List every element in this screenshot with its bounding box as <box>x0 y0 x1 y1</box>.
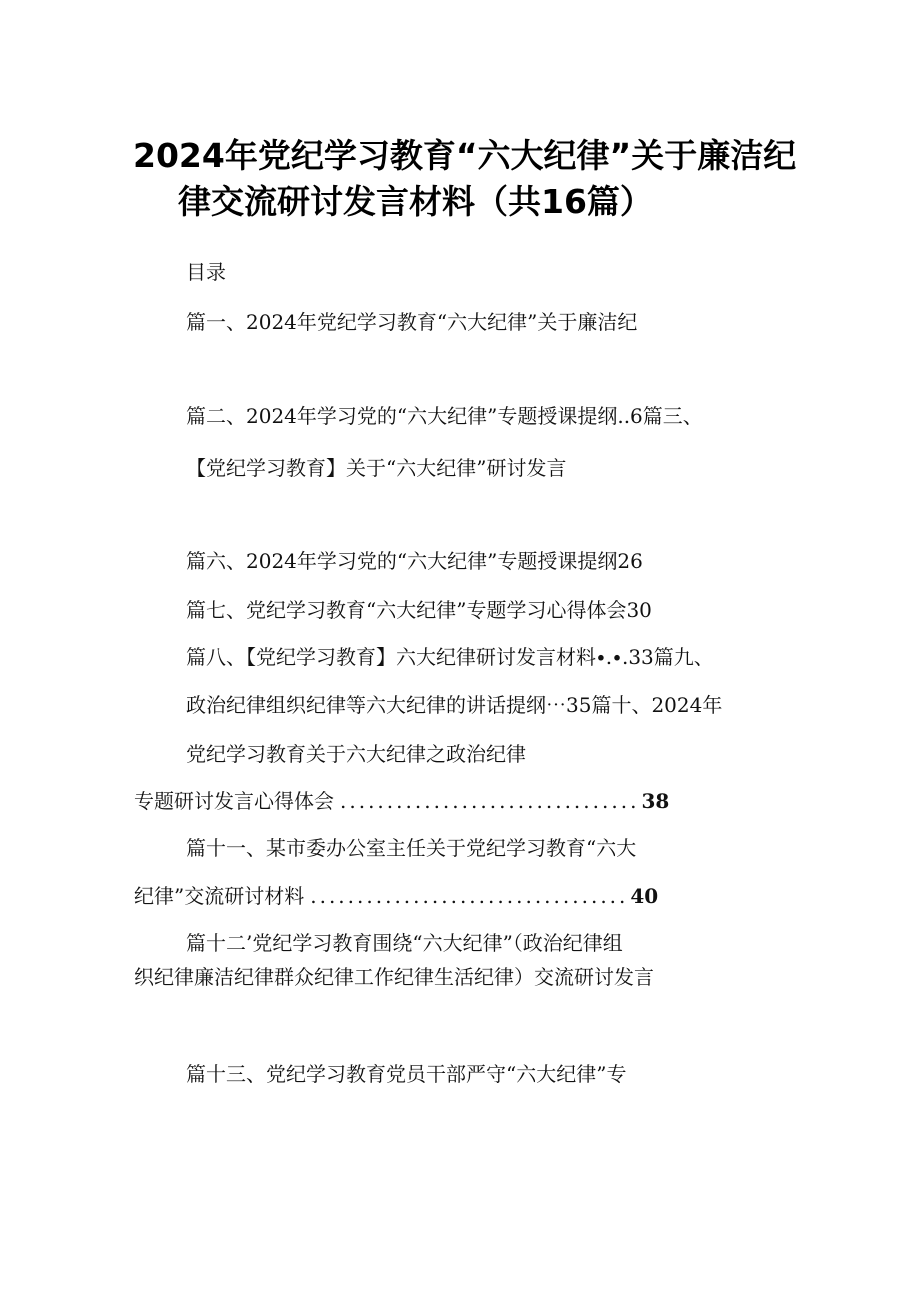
toc-entry-2[interactable]: 篇二、2024年学习党的“六大纪律”专题授课提纲..6篇三、 <box>186 404 703 428</box>
document-title-line-2: 律交流研讨发言材料（共16篇） <box>178 182 653 221</box>
toc-entry-8[interactable]: 篇八、【党纪学习教育】六大纪律研讨发言材料∙.∙.33篇九、 <box>186 645 714 669</box>
toc-entry-1[interactable]: 篇一、2024年党纪学习教育“六大纪律”关于廉洁纪 <box>186 310 638 334</box>
toc-entry-12-line-2[interactable]: 织纪律廉洁纪律群众纪律工作纪律生活纪律）交流研讨发言 <box>134 965 654 989</box>
toc-entry-11-line-2[interactable] <box>134 880 658 909</box>
toc-entry-10-line-2[interactable] <box>134 785 669 814</box>
toc-entry-12-line-1[interactable]: 篇十二’党纪学习教育围绕“六大纪律”（政治纪律组 <box>186 931 623 955</box>
toc-entry-13[interactable]: 篇十三、党纪学习教育党员干部严守“六大纪律”专 <box>186 1062 627 1086</box>
toc-entry-3[interactable]: 【党纪学习教育】关于“六大纪律”研讨发言 <box>186 456 567 480</box>
toc-entry-text: 专题研讨发言心得体会 <box>134 789 334 813</box>
toc-heading: 目录 <box>186 260 226 284</box>
toc-entry-6[interactable]: 篇六、2024年学习党的“六大纪律”专题授课提纲26 <box>186 549 643 573</box>
toc-entry-10-line-1[interactable]: 党纪学习教育关于六大纪律之政治纪律 <box>186 742 526 766</box>
toc-entry-9[interactable]: 政治纪律组织纪律等六大纪律的讲话提纲⋯35篇十、2024年 <box>186 693 723 717</box>
toc-entry-7[interactable]: 篇七、党纪学习教育“六大纪律”专题学习心得体会30 <box>186 598 652 622</box>
toc-leader-dots: .................................. <box>310 884 629 908</box>
toc-entry-text: 纪律”交流研讨材料 <box>134 884 305 908</box>
toc-page-number: 40 <box>630 884 659 908</box>
toc-entry-11-line-1[interactable]: 篇十一、某市委办公室主任关于党纪学习教育“六大 <box>186 836 637 860</box>
toc-page-number: 38 <box>641 789 670 813</box>
toc-leader-dots: ................................ <box>340 789 640 813</box>
document-title-line-1: 2024年党纪学习教育“六大纪律”关于廉洁纪 <box>133 136 797 175</box>
